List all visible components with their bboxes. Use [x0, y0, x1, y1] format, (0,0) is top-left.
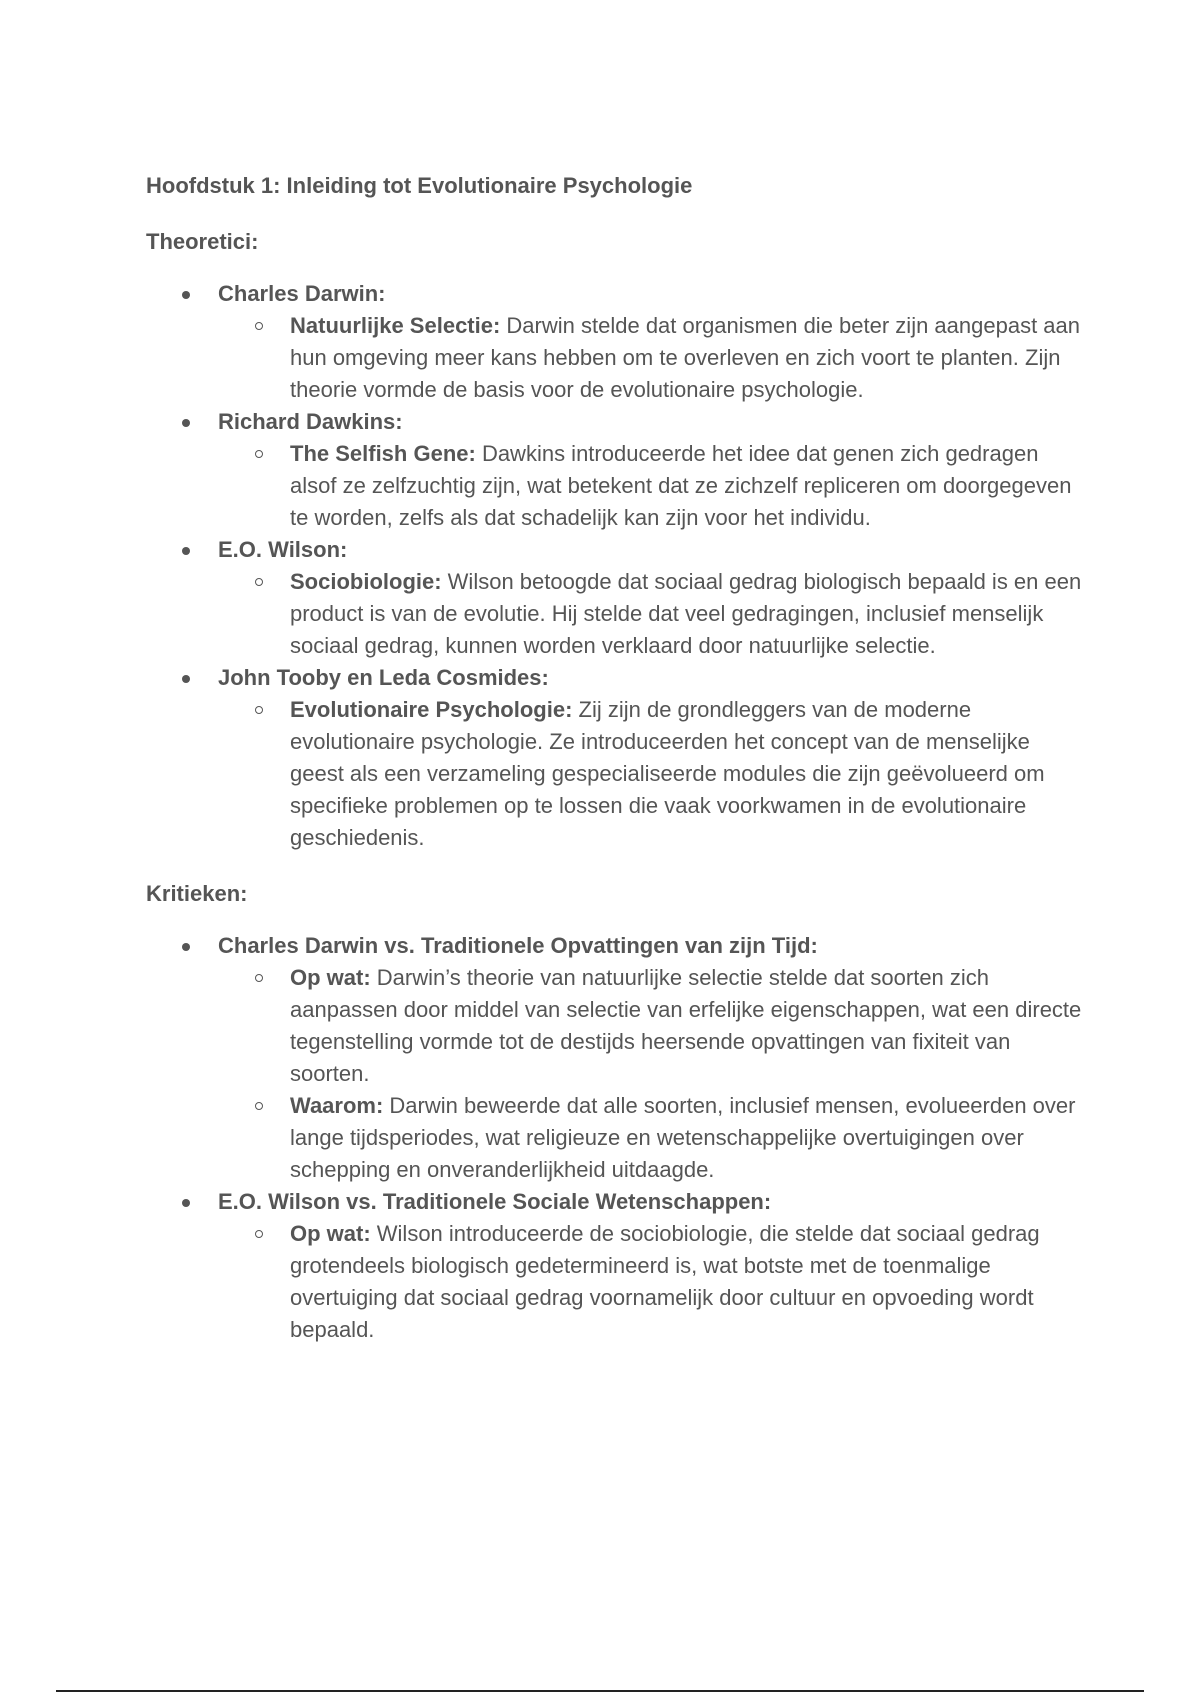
circle-bullet-icon: [255, 322, 263, 330]
bullet-icon: [182, 1199, 190, 1207]
section-heading-kritieken: Kritieken:: [146, 881, 248, 906]
item-name: E.O. Wilson vs. Traditionele Sociale Wetenschappen:: [218, 1189, 772, 1214]
sub-list-item: [218, 1218, 1086, 1346]
item-name: Charles Darwin:: [218, 281, 386, 306]
list-item: [146, 1186, 1086, 1346]
bullet-icon: [182, 419, 190, 427]
sub-list-item: [218, 962, 1086, 1090]
sub-item-label: Natuurlijke Selectie:: [290, 313, 507, 338]
kritieken-list: [146, 930, 1086, 1346]
sub-list: [218, 566, 1086, 662]
section-heading-theoretici: Theoretici:: [146, 229, 259, 254]
page-bottom-divider: [56, 1690, 1144, 1692]
bullet-icon: [182, 547, 190, 555]
sub-item-text: Darwin’s theorie van natuurlijke selectie stelde dat soorten zich aanpassen door middel van selectie van erfelijke eigenschappen, wat een directe tegenstelling vormde tot de destijds heersende opvattingen van fixiteit van soorten.: [290, 965, 1082, 1086]
list-item: [146, 662, 1086, 854]
item-name: Charles Darwin vs. Traditionele Opvattingen van zijn Tijd:: [218, 933, 818, 958]
sub-list-item: [218, 310, 1086, 406]
sub-list: [218, 1218, 1086, 1346]
list-item: [146, 534, 1086, 662]
sub-list-item: [218, 566, 1086, 662]
sub-list-item: [218, 1090, 1086, 1186]
sub-item-label: Op wat:: [290, 1221, 377, 1246]
sub-list: [218, 438, 1086, 534]
circle-bullet-icon: [255, 578, 263, 586]
item-name: John Tooby en Leda Cosmides:: [218, 665, 549, 690]
bullet-icon: [182, 675, 190, 683]
item-name: E.O. Wilson:: [218, 537, 348, 562]
circle-bullet-icon: [255, 706, 263, 714]
sub-list: [218, 310, 1086, 406]
circle-bullet-icon: [255, 1230, 263, 1238]
sub-list: [218, 962, 1086, 1186]
list-item: [146, 278, 1086, 406]
list-item: [146, 406, 1086, 534]
sub-item-text: Zij zijn de grondleggers van de moderne evolutionaire psychologie. Ze introduceerden het concept van de menselijke geest als een verzameling gespecialiseerde modules die zijn geëvolueerd om specifieke problemen op te lossen die vaak voorkwamen in de evolutionaire geschiedenis.: [290, 697, 1045, 850]
bullet-icon: [182, 943, 190, 951]
circle-bullet-icon: [255, 450, 263, 458]
sub-item-text: Dawkins introduceerde het idee dat genen zich gedragen alsof ze zelfzuchtig zijn, wat betekent dat ze zichzelf repliceren om doorgegeven te worden, zelfs als dat schadelijk kan zijn voor het individu.: [290, 441, 1072, 530]
list-item: [146, 930, 1086, 1186]
sub-item-label: Waarom:: [290, 1093, 390, 1118]
sub-item-text: Wilson betoogde dat sociaal gedrag biologisch bepaald is en een product is van de evolutie. Hij stelde dat veel gedragingen, inclusief menselijk sociaal gedrag, kunnen worden verklaard door natuurlijke selectie.: [290, 569, 1082, 658]
circle-bullet-icon: [255, 974, 263, 982]
sub-list: [218, 694, 1086, 854]
sub-item-label: The Selfish Gene:: [290, 441, 482, 466]
sub-item-text: Darwin beweerde dat alle soorten, inclusief mensen, evolueerden over lange tijdsperiodes, wat religieuze en wetenschappelijke overtuigingen over schepping en onveranderlijkheid uitdaagde.: [290, 1093, 1076, 1182]
document-content: [146, 170, 1086, 1370]
page-title: Hoofdstuk 1: Inleiding tot Evolutionaire Psychologie: [146, 173, 693, 198]
sub-list-item: [218, 694, 1086, 854]
sub-list-item: [218, 438, 1086, 534]
sub-item-text: Wilson introduceerde de sociobiologie, die stelde dat sociaal gedrag grotendeels biologisch gedetermineerd is, wat botste met de toenmalige overtuiging dat sociaal gedrag voornamelijk door cultuur en opvoeding wordt bepaald.: [290, 1221, 1040, 1342]
sub-item-label: Sociobiologie:: [290, 569, 448, 594]
bullet-icon: [182, 291, 190, 299]
circle-bullet-icon: [255, 1102, 263, 1110]
item-name: Richard Dawkins:: [218, 409, 403, 434]
theoretici-list: [146, 278, 1086, 854]
sub-item-text: Darwin stelde dat organismen die beter zijn aangepast aan hun omgeving meer kans hebben om te overleven en zich voort te planten. Zijn theorie vormde de basis voor de evolutionaire psychologie.: [290, 313, 1081, 402]
sub-item-label: Evolutionaire Psychologie:: [290, 697, 579, 722]
sub-item-label: Op wat:: [290, 965, 377, 990]
